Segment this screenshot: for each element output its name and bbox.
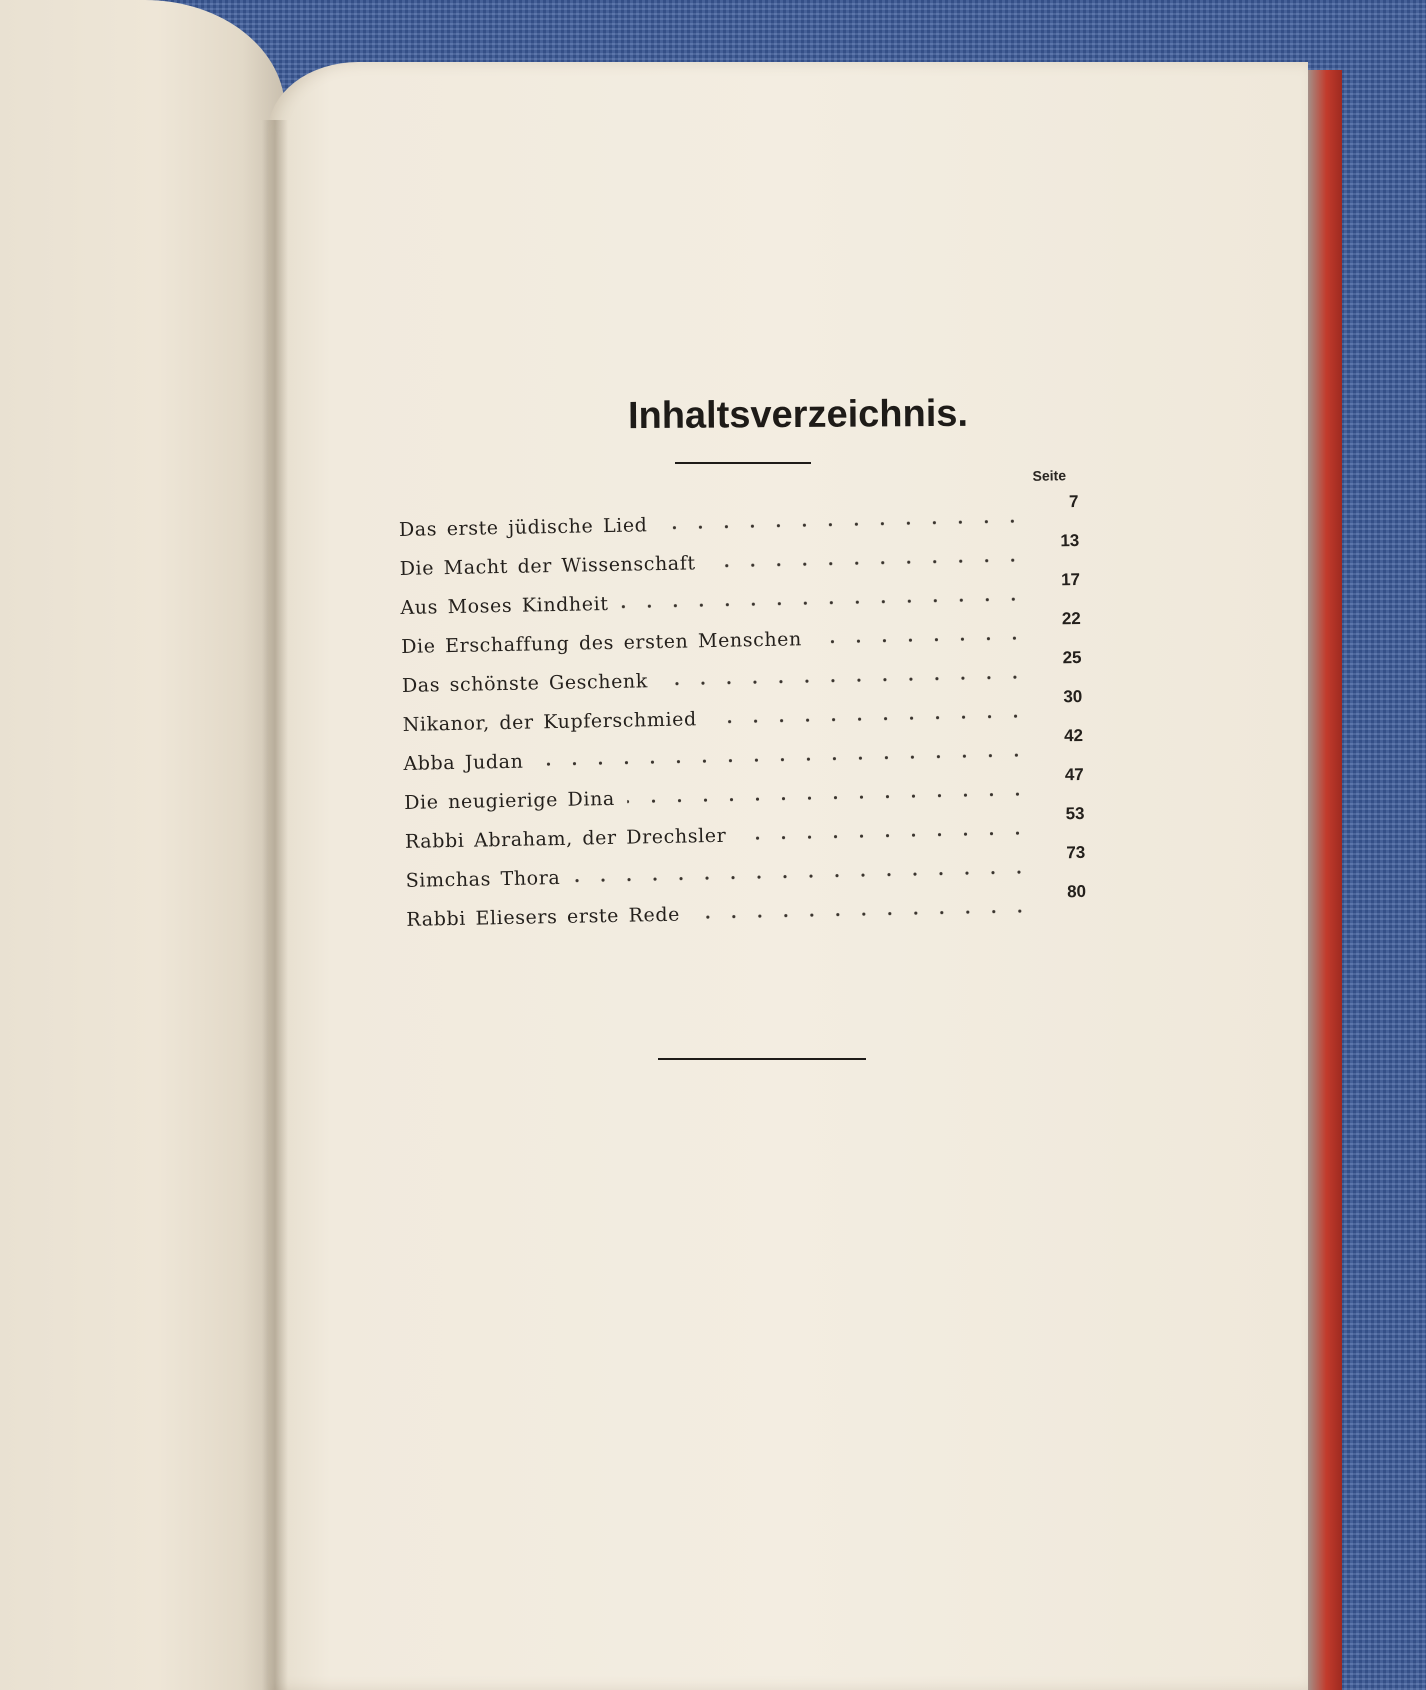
toc-entry-page: 30 [1063,686,1083,707]
dot-leader [692,909,1032,920]
dot-leader [660,675,1028,686]
toc-entry-page: 42 [1063,725,1084,746]
dot-leader [708,558,1026,568]
toc-entry-page: 80 [1066,881,1087,902]
toc-entry-page: 7 [1068,491,1079,512]
toc-entry-title: Abba Judan [403,750,524,775]
right-page [268,62,1308,1690]
toc-entry-title: Das schönste Geschenk [401,670,649,697]
book-gutter [262,120,288,1690]
toc-entry-title: Rabbi Abraham, der Drechsler [404,824,727,853]
dot-leader [814,636,1027,644]
toc-entry-page: 73 [1066,842,1086,863]
toc-entry-title: Die neugierige Dina [403,787,616,814]
left-page [0,0,285,1690]
dot-leader [621,597,1027,609]
toc-entry-title: Simchas Thora [405,866,561,892]
toc-entry-page: 22 [1061,608,1081,629]
dot-leader [659,519,1024,530]
toc-entry-page: 53 [1065,803,1085,824]
toc-entry-page: 25 [1062,647,1082,668]
toc-entry-page: 17 [1060,569,1081,590]
dot-leader [709,714,1029,724]
toc-entry-title: Die Erschaffung des ersten Menschen [400,628,803,658]
toc-entry-title: Nikanor, der Kupferschmied [402,708,697,736]
table-of-contents [398,467,1087,931]
page-column-label: Seite [1032,467,1067,484]
toc-entry-title: Aus Moses Kindheit [400,592,609,619]
toc-entry-title: Rabbi Eliesers erste Rede [406,903,681,931]
toc-entry-page: 13 [1060,530,1080,551]
toc-heading: Inhaltsverzeichnis. [627,392,969,438]
dot-leader [738,831,1031,841]
toc-entry-page: 47 [1064,764,1084,785]
dot-leader [627,792,1030,804]
closing-rule [658,1058,866,1060]
toc-entry-title: Die Macht der Wissenschaft [399,552,696,580]
toc-entry-title: Das erste jüdische Lied [398,514,648,541]
heading-rule [675,462,811,464]
